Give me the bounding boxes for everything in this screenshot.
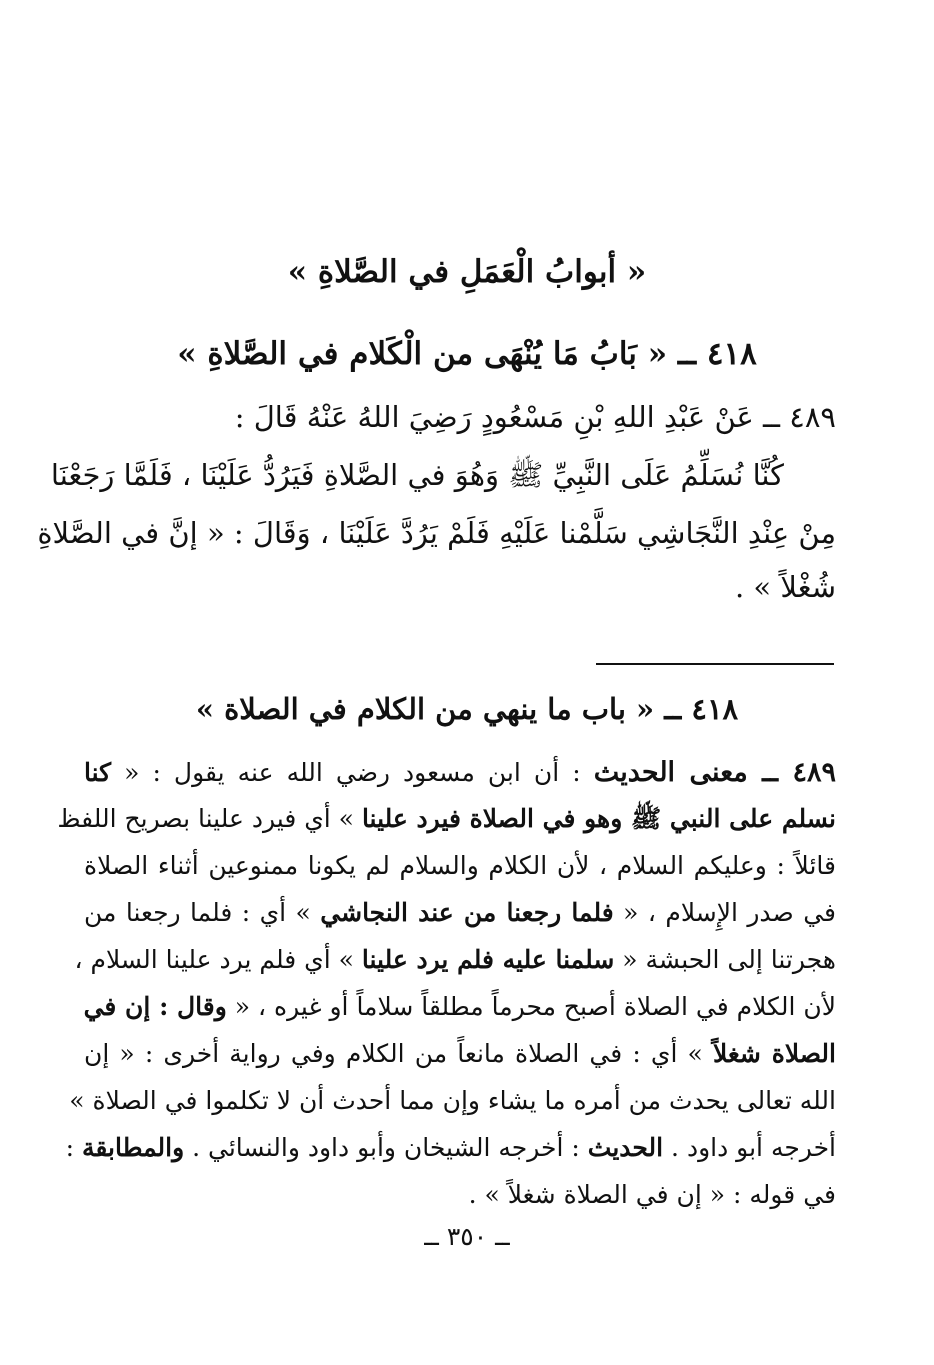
commentary-term: والمطابقة: [81, 1133, 185, 1162]
commentary-quote: كنا: [84, 758, 112, 787]
section-divider: [596, 663, 834, 665]
commentary-line-5: [74, 945, 836, 975]
commentary-heading: ٤١٨ ــ « باب ما ينهي من الكلام في الصلاة »: [195, 692, 739, 726]
commentary-line-3: قائلاً : وعليكم السلام ، لأن الكلام والسلام لم يكونا ممنوعين أثناء الصلاة: [84, 851, 836, 880]
commentary-text: أخرجه أبو داود .: [663, 1133, 836, 1162]
commentary-text: في صدر الإِسلام ، «: [613, 898, 837, 927]
commentary-line-8: الله تعالى يحدث من أمره ما يشاء وإن مما أحدث أن لا تكلموا في الصلاة »: [69, 1086, 836, 1115]
commentary-line-2: [57, 804, 836, 834]
commentary-text: :: [65, 1133, 82, 1162]
commentary-line-7: [84, 1039, 836, 1069]
commentary-term: ٤٨٩ ــ معنى الحديث: [593, 757, 837, 788]
commentary-line-1: [84, 757, 836, 789]
commentary-quote: فلما رجعنا من عند النجاشي: [320, 898, 614, 927]
commentary-quote: وقال : إن في: [83, 992, 227, 1021]
commentary-text: » أي فيرد علينا بصريح اللفظ: [57, 804, 362, 833]
commentary-quote: الصلاة شغلاً: [712, 1039, 836, 1068]
hadith-line-2: كُنَّا نُسَلِّمُ عَلَى النَّبِيِّ ﷺ وَهُوَ في الصَّلاةِ فَيَرُدُّ عَلَيْنَا ، فَلَمَّا رَجَعْنَا: [50, 458, 784, 492]
hadith-line-4: شُغْلاً » .: [735, 570, 836, 604]
chapter-heading: ٤١٨ ــ « بَابُ مَا يُنْهَى من الْكَلام في الصَّلاةِ »: [177, 336, 757, 372]
hadith-line-1: ٤٨٩ ــ عَنْ عَبْدِ اللهِ بْنِ مَسْعُودٍ رَضِيَ اللهُ عَنْهُ قَالَ :: [234, 400, 836, 434]
hadith-line-3: مِنْ عِنْدِ النَّجَاشِي سَلَّمْنا عَلَيْهِ فَلَمْ يَرُدَّ عَلَيْنَا ، وَقَالَ : « إنَّ في الصَّلاةِ: [37, 516, 836, 550]
commentary-line-10: في قوله : « إن في الصلاة شغلاً » .: [468, 1180, 836, 1209]
commentary-line-9: [65, 1133, 836, 1163]
commentary-text: هجرتنا إلى الحبشة «: [614, 945, 836, 974]
commentary-line-6: [84, 992, 836, 1022]
commentary-quote: سلمنا عليه فلم يرد علينا: [361, 945, 615, 974]
commentary-term: الحديث: [587, 1133, 664, 1162]
commentary-text: لأن الكلام في الصلاة أصبح محرماً مطلقاً سلاماً أو غيره ، «: [226, 992, 836, 1021]
commentary-line-4: [84, 898, 836, 928]
page-number: ــ ٣٥٠ ــ: [424, 1222, 510, 1251]
commentary-text: » أي فلم يرد علينا السلام ،: [74, 945, 362, 974]
commentary-text: » أي : في الصلاة مانعاً من الكلام وفي رواية أخرى : « إن: [84, 1039, 713, 1068]
commentary-text: : أخرجه الشيخان وأبو داود والنسائي .: [184, 1133, 588, 1162]
commentary-quote: نسلم على النبي ﷺ وهو في الصلاة فيرد علينا: [361, 804, 836, 833]
commentary-text: » أي : فلما رجعنا من: [84, 898, 321, 927]
main-title: « أبوابُ الْعَمَلِ في الصَّلاةِ »: [287, 254, 647, 290]
commentary-text: : أن ابن مسعود رضي الله عنه يقول : «: [111, 758, 594, 787]
